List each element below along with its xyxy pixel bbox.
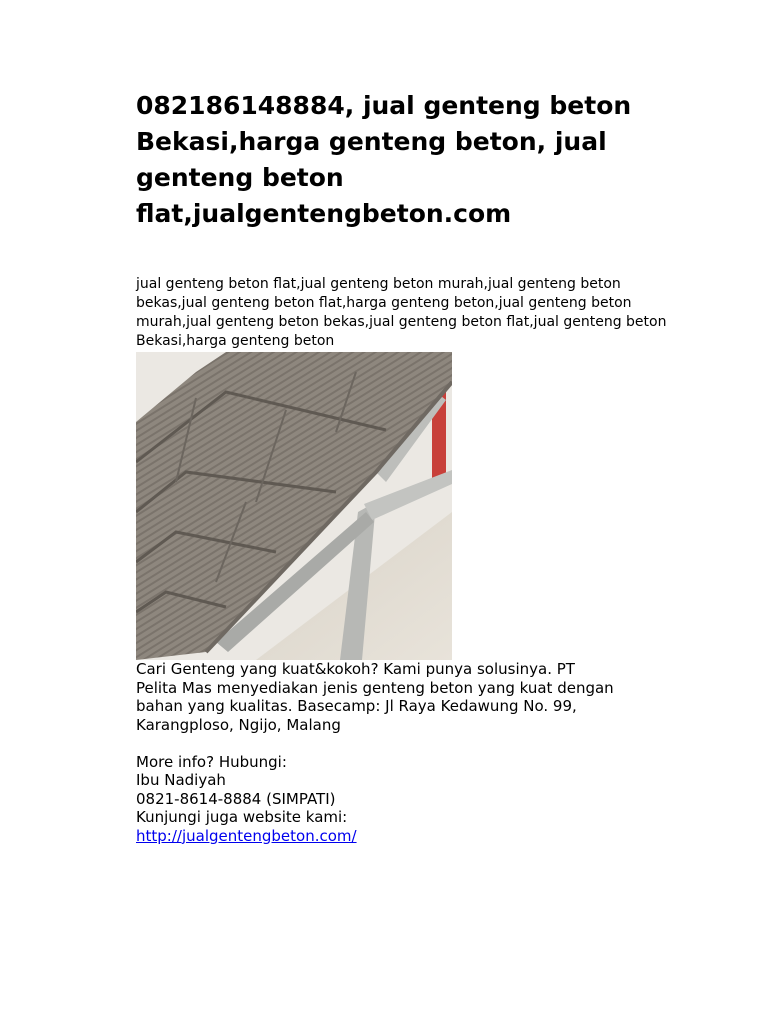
intro-keywords: jual genteng beton flat,jual genteng beton murah,jual genteng beton bekas,jual genteng beton flat,harga genteng beton,jual genteng beton murah,jual genteng beton bekas,jual genteng beton flat,jual genteng beton Bekasi,harga genteng beton <box>136 276 667 349</box>
description-line: Pelita Mas menyediakan jenis genteng beton yang kuat dengan <box>136 678 614 697</box>
description-line: Cari Genteng yang kuat&kokoh? Kami punya solusinya. PT <box>136 660 575 678</box>
contact-name: Ibu Nadiyah <box>136 771 226 789</box>
roof-tile-photo <box>136 352 452 660</box>
body-text <box>136 660 696 845</box>
contact-heading: More info? Hubungi: <box>136 752 287 771</box>
description-line: Karangploso, Ngijo, Malang <box>136 715 341 734</box>
description-line: bahan yang kualitas. Basecamp: Jl Raya Kedawung No. 99, <box>136 697 577 715</box>
website-label: Kunjungi juga website kami: <box>136 808 348 826</box>
paragraph-gap <box>136 734 696 753</box>
document-title: 082186148884, jual genteng beton Bekasi,harga genteng beton, jual genteng beton flat,jualgentengbeton.com <box>136 91 632 228</box>
website-link[interactable]: http://jualgentengbeton.com/ <box>136 826 357 845</box>
contact-phone: 0821-8614-8884 (SIMPATI) <box>136 789 336 808</box>
